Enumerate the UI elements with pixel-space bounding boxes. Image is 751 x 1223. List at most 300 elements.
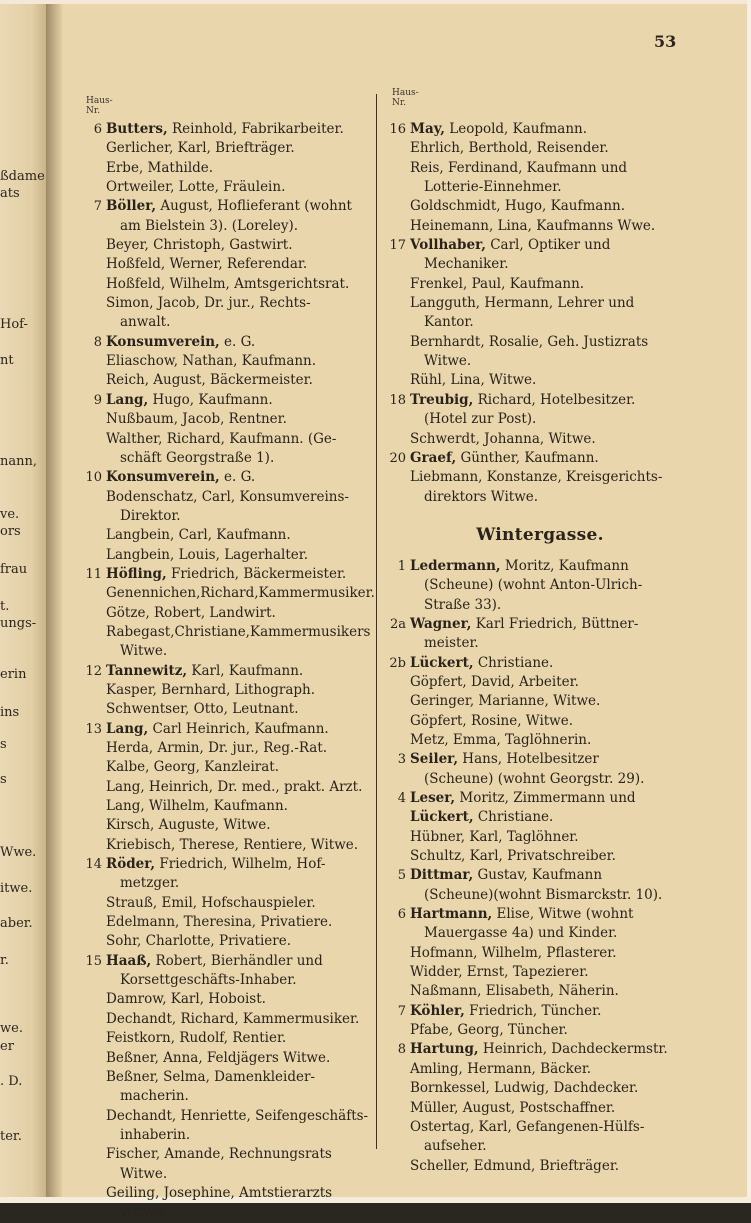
house-number: 17 [389, 238, 406, 254]
entry-lines [106, 739, 380, 758]
entry-text: Pfabe, Georg, Tüncher. [410, 1022, 568, 1039]
directory-entry [388, 828, 692, 847]
entry-text: e. G. [219, 469, 256, 486]
directory-entry [388, 159, 692, 198]
entry-lines [106, 623, 380, 662]
resident-surname: Böller, [106, 198, 157, 215]
entry-lines [106, 758, 380, 777]
entry-lines [410, 808, 692, 827]
entry-line [410, 371, 692, 390]
entry-line [410, 692, 692, 711]
entry-lines [106, 178, 380, 197]
previous-page-fragment: ßdame [0, 169, 45, 184]
house-number: 12 [85, 663, 102, 679]
entry-text: Ostertag, Karl, Gefangenen-Hülfs- [410, 1118, 645, 1135]
directory-entry [388, 866, 692, 905]
entry-line [106, 1145, 380, 1164]
entry-line [410, 1002, 692, 1021]
entry-lines [106, 720, 380, 739]
entry-lines [106, 120, 380, 139]
previous-page-fragment: s [0, 737, 7, 752]
entry-line [410, 430, 692, 449]
entry-line [106, 488, 380, 507]
entry-line [106, 197, 380, 216]
entry-line [106, 546, 380, 565]
entry-text: Moritz, Zimmermann und [455, 790, 636, 806]
entry-text: metzger. [120, 875, 180, 892]
entry-lines [410, 615, 692, 654]
directory-entry [388, 1021, 692, 1040]
entry-text: Naßmann, Elisabeth, Näherin. [410, 983, 619, 1000]
entry-text: anwalt. [120, 314, 171, 331]
previous-page-fragment: r. [0, 953, 9, 968]
entry-line [106, 816, 380, 835]
directory-entry [84, 178, 380, 197]
resident-surname: Ledermann, [410, 557, 501, 574]
resident-surname: Lang, [106, 391, 149, 408]
directory-entry [388, 449, 692, 468]
entry-text: Goldschmidt, Hugo, Kaufmann. [410, 198, 625, 215]
resident-surname: Wagner, [410, 615, 472, 632]
entry-text: Lotterie-Einnehmer. [424, 179, 562, 196]
directory-entry [388, 197, 692, 216]
entry-line [106, 720, 380, 739]
entry-lines [106, 488, 380, 527]
entry-lines [410, 159, 692, 198]
resident-surname: Butters, [106, 121, 168, 137]
directory-entry [84, 952, 380, 991]
directory-entry [84, 913, 380, 932]
entry-text: Moritz, Kaufmann [500, 557, 629, 574]
right-column [388, 120, 692, 1176]
entry-line [410, 1118, 692, 1137]
previous-page-fragment: Hof- [0, 317, 28, 332]
entry-continuation [106, 1203, 380, 1222]
entry-text: Erbe, Mathilde. [106, 159, 214, 176]
directory-entry [84, 1010, 380, 1029]
entry-text: Götze, Robert, Landwirt. [106, 604, 276, 621]
entry-line [106, 468, 380, 487]
directory-entry [84, 410, 380, 429]
entry-text: Widder, Ernst, Tapezierer. [410, 964, 589, 981]
directory-entry [388, 371, 692, 390]
entry-line [106, 391, 380, 410]
entry-continuation [410, 596, 692, 615]
directory-entry [84, 1107, 380, 1146]
resident-surname: Dittmar, [410, 867, 474, 884]
entry-text: Rabegast,Christiane,Kammermusikers [106, 623, 371, 640]
entry-line [106, 836, 380, 855]
directory-entry [84, 1029, 380, 1048]
entry-continuation [106, 874, 380, 893]
entry-lines [106, 236, 380, 255]
house-number: 7 [397, 1003, 406, 1019]
resident-surname: Röder, [106, 856, 156, 873]
entry-line [410, 449, 692, 468]
directory-entry [388, 430, 692, 449]
directory-entry [84, 352, 380, 371]
resident-surname: Konsumverein, [106, 469, 220, 486]
entry-line [410, 982, 692, 1001]
entry-lines [106, 681, 380, 700]
entry-lines [410, 557, 692, 615]
resident-surname: Lang, [106, 720, 149, 737]
directory-entry [84, 623, 380, 662]
entry-lines [106, 952, 380, 991]
entry-line [106, 623, 380, 642]
directory-entry [84, 294, 380, 333]
entry-text: Christiane. [473, 809, 554, 826]
directory-entry [388, 905, 692, 944]
entry-text: Lang, Heinrich, Dr. med., prakt. Arzt. [106, 778, 363, 795]
directory-entry [84, 565, 380, 584]
directory-entry [388, 1118, 692, 1157]
entry-text: Reis, Ferdinand, Kaufmann und [410, 159, 628, 176]
entry-text: Gustav, Kaufmann [473, 867, 603, 884]
entry-lines [106, 159, 380, 178]
entry-line [106, 778, 380, 797]
entry-text: meister. [424, 635, 479, 652]
directory-entry [388, 1099, 692, 1118]
entry-line [410, 963, 692, 982]
directory-entry [388, 944, 692, 963]
directory-entry [388, 236, 692, 275]
directory-entry [84, 120, 380, 139]
entry-text: Karl Friedrich, Büttner- [471, 615, 639, 632]
entry-lines [410, 1118, 692, 1157]
previous-page-fragment: ats [0, 186, 20, 201]
directory-entry [84, 739, 380, 758]
entry-text: August, Hoflieferant (wohnt [156, 198, 352, 215]
entry-text: Robert, Bierhändler und [151, 952, 323, 969]
entry-continuation [106, 1126, 380, 1145]
entry-line [410, 750, 692, 769]
entry-text: Dechandt, Richard, Kammermusiker. [106, 1010, 360, 1027]
entry-line [410, 557, 692, 576]
entry-line [410, 944, 692, 963]
street-heading: Wintergasse. [476, 524, 604, 545]
directory-entry [84, 139, 380, 158]
entry-continuation [106, 507, 380, 526]
entry-lines [106, 1107, 380, 1146]
entry-lines [106, 700, 380, 719]
directory-entry [388, 963, 692, 982]
entry-line [106, 159, 380, 178]
resident-surname: Höfling, [106, 565, 167, 582]
directory-entry [84, 855, 380, 894]
entry-continuation [410, 634, 692, 653]
entry-lines [106, 197, 380, 236]
entry-line [410, 333, 692, 352]
house-number: 2a [389, 616, 406, 632]
entry-line [106, 1107, 380, 1126]
entry-text: macherin. [120, 1088, 189, 1105]
entry-text: Feistkorn, Rudolf, Rentier. [106, 1030, 287, 1047]
house-number: 4 [397, 791, 406, 806]
directory-entry [84, 391, 380, 410]
entry-text: Friedrich, Wilhelm, Hof- [155, 856, 326, 873]
entry-lines [106, 932, 380, 951]
entry-text: Korsettgeschäfts-Inhaber. [120, 972, 297, 989]
entry-continuation [106, 971, 380, 990]
entry-text: aufseher. [424, 1138, 487, 1155]
directory-entry [84, 604, 380, 623]
directory-entry [388, 673, 692, 692]
entry-lines [106, 816, 380, 835]
entry-lines [410, 963, 692, 982]
directory-entry [388, 615, 692, 654]
entry-lines [410, 1079, 692, 1098]
entry-line [106, 1068, 380, 1087]
entry-lines [106, 1029, 380, 1048]
entry-text: Hans, Hotelbesitzer [458, 751, 599, 768]
directory-entry [388, 789, 692, 808]
entry-text: Gerlicher, Karl, Briefträger. [106, 140, 295, 157]
entry-text: Strauß, Emil, Hofschauspieler. [106, 894, 316, 911]
house-number: 6 [397, 907, 406, 923]
entry-text: Straße 33). [424, 596, 502, 613]
entry-text: Kantor. [424, 314, 474, 331]
column-header-left: Haus- Nr. [86, 96, 113, 116]
entry-text: Langguth, Hermann, Lehrer und [410, 295, 635, 312]
entry-lines [106, 855, 380, 894]
entry-text: Carl Heinrich, Kaufmann. [148, 720, 329, 737]
directory-entry [84, 197, 380, 236]
entry-lines [106, 430, 380, 469]
house-number: 8 [93, 334, 102, 350]
resident-surname: Hartung, [410, 1041, 479, 1058]
entry-line [106, 352, 380, 371]
entry-text: Kasper, Bernhard, Lithograph. [106, 681, 316, 698]
entry-text: Mauergasse 4a) und Kinder. [424, 925, 618, 942]
entry-text: Elise, Witwe (wohnt [492, 906, 634, 923]
entry-continuation [410, 770, 692, 789]
entry-line [106, 584, 380, 603]
entry-lines [410, 673, 692, 692]
entry-text: Reinhold, Fabrikarbeiter. [167, 121, 344, 137]
entry-text: Witwe. [120, 1204, 168, 1221]
directory-entry [388, 120, 692, 139]
entry-text: Edelmann, Theresina, Privatiere. [106, 914, 333, 931]
entry-line [106, 333, 380, 352]
entry-lines [410, 654, 692, 673]
entry-text: Ehrlich, Berthold, Reisender. [410, 140, 609, 157]
entry-lines [410, 828, 692, 847]
entry-text: Langbein, Louis, Lagerhalter. [106, 546, 309, 563]
entry-text: Rühl, Lina, Witwe. [410, 372, 537, 389]
entry-lines [410, 731, 692, 750]
directory-entry [388, 692, 692, 711]
entry-text: Mechaniker. [424, 256, 509, 273]
entry-continuation [410, 178, 692, 197]
entry-lines [410, 275, 692, 294]
entry-text: Bornkessel, Ludwig, Dachdecker. [410, 1080, 639, 1097]
entry-text: Witwe. [120, 1165, 168, 1182]
directory-entry [84, 758, 380, 777]
entry-text: Scheller, Edmund, Briefträger. [410, 1157, 620, 1174]
directory-entry [388, 654, 692, 673]
entry-lines [410, 1002, 692, 1021]
entry-lines [410, 236, 692, 275]
entry-lines [106, 468, 380, 487]
directory-entry [388, 731, 692, 750]
page-number: 53 [654, 32, 677, 51]
entry-continuation [410, 488, 692, 507]
entry-text: Reich, August, Bäckermeister. [106, 372, 313, 389]
entry-text: inhaberin. [120, 1126, 191, 1143]
entry-lines [410, 750, 692, 789]
directory-entry [388, 557, 692, 615]
scan-edge-right [747, 0, 751, 1203]
entry-line [410, 673, 692, 692]
directory-entry [388, 391, 692, 430]
entry-text: Hübner, Karl, Taglöhner. [410, 828, 579, 845]
entry-text: Eliaschow, Nathan, Kaufmann. [106, 353, 317, 370]
directory-entry [388, 712, 692, 731]
entry-line [106, 371, 380, 390]
entry-lines [106, 1184, 380, 1223]
entry-lines [410, 391, 692, 430]
resident-surname: Graef, [410, 449, 457, 466]
entry-lines [106, 797, 380, 816]
entry-text: (Hotel zur Post). [424, 411, 537, 428]
entry-continuation [106, 1165, 380, 1184]
directory-entry [388, 1040, 692, 1059]
directory-entry [388, 1060, 692, 1079]
entry-lines [106, 778, 380, 797]
entry-line [410, 197, 692, 216]
entry-text: Witwe. [120, 643, 168, 660]
entry-line [106, 797, 380, 816]
previous-page-fragment: ungs- [0, 616, 37, 631]
entry-lines [410, 1099, 692, 1118]
column-header-right: Haus- Nr. [392, 88, 419, 108]
entry-text: Langbein, Carl, Kaufmann. [106, 527, 291, 544]
entry-text: Beyer, Christoph, Gastwirt. [106, 237, 293, 254]
entry-text: Ortweiler, Lotte, Fräulein. [106, 179, 286, 196]
entry-line [410, 1040, 692, 1059]
entry-lines [106, 546, 380, 565]
entry-line [410, 905, 692, 924]
entry-text: Walther, Richard, Kaufmann. (Ge- [106, 430, 337, 447]
house-number: 10 [85, 470, 102, 486]
entry-lines [106, 662, 380, 681]
entry-line [410, 712, 692, 731]
entry-line [106, 565, 380, 584]
entry-line [410, 139, 692, 158]
entry-lines [410, 1157, 692, 1176]
directory-entry [388, 750, 692, 789]
entry-line [410, 789, 692, 808]
directory-entry [84, 1184, 380, 1223]
entry-text: Schwentser, Otto, Leutnant. [106, 701, 299, 718]
entry-text: Damrow, Karl, Hoboist. [106, 991, 266, 1008]
entry-text: Friedrich, Tüncher. [464, 1002, 602, 1019]
entry-lines [410, 905, 692, 944]
entry-line [106, 1010, 380, 1029]
previous-page-fragment: Wwe. [0, 845, 37, 860]
resident-surname: May, [410, 121, 445, 137]
entry-lines [106, 1049, 380, 1068]
entry-text: Göpfert, David, Arbeiter. [410, 673, 579, 690]
entry-lines [106, 294, 380, 333]
previous-page-fragment: er [0, 1039, 14, 1054]
house-number: 20 [389, 450, 406, 466]
house-number: 13 [85, 721, 102, 737]
entry-text: Genennichen,Richard,Kammermusiker. [106, 585, 375, 602]
directory-entry [84, 275, 380, 294]
entry-text: Carl, Optiker und [485, 237, 611, 254]
entry-lines [410, 430, 692, 449]
entry-lines [410, 217, 692, 236]
entry-line [106, 526, 380, 545]
entry-line [106, 294, 380, 313]
entry-text: (Scheune) (wohnt Anton-Ulrich- [424, 577, 643, 594]
previous-page-fragment: itwe. [0, 881, 33, 896]
directory-entry [84, 333, 380, 352]
directory-entry [84, 836, 380, 855]
directory-entry [84, 681, 380, 700]
entry-text: Karl, Kaufmann. [187, 662, 304, 679]
entry-line [410, 294, 692, 313]
entry-text: e. G. [219, 333, 256, 350]
resident-surname: Haaß, [106, 952, 152, 969]
entry-line [106, 255, 380, 274]
entry-continuation [410, 255, 692, 274]
directory-entry [388, 275, 692, 294]
entry-line [410, 468, 692, 487]
entry-text: Hugo, Kaufmann. [148, 391, 273, 408]
previous-page-fragment: aber. [0, 916, 33, 931]
entry-text: Herda, Armin, Dr. jur., Reg.-Rat. [106, 740, 328, 756]
directory-entry [388, 294, 692, 333]
entry-text: Kirsch, Auguste, Witwe. [106, 817, 271, 834]
scan-edge-top [0, 0, 751, 4]
entry-continuation [410, 576, 692, 595]
entry-lines [410, 1040, 692, 1059]
house-number: 3 [397, 752, 406, 768]
entry-lines [106, 333, 380, 352]
house-number: 9 [93, 392, 102, 408]
entry-lines [410, 692, 692, 711]
directory-entry [84, 797, 380, 816]
entry-text: Richard, Hotelbesitzer. [473, 391, 636, 408]
resident-surname: Vollhaber, [410, 237, 486, 254]
house-number: 16 [389, 122, 406, 137]
directory-entry [388, 139, 692, 158]
entry-text: Bernhardt, Rosalie, Geh. Justizrats [410, 333, 649, 350]
entry-line [106, 662, 380, 681]
directory-entry [84, 778, 380, 797]
entry-lines [106, 565, 380, 584]
entry-line [106, 120, 380, 139]
previous-page-fragment: . D. [0, 1074, 23, 1089]
entry-text: (Scheune)(wohnt Bismarckstr. 10). [424, 886, 663, 903]
entry-line [410, 654, 692, 673]
entry-lines [410, 333, 692, 372]
previous-page-fragment: frau [0, 562, 28, 577]
resident-surname: Tannewitz, [106, 662, 188, 679]
entry-text: Simon, Jacob, Dr. jur., Rechts- [106, 295, 311, 312]
entry-lines [410, 847, 692, 866]
entry-line [410, 1021, 692, 1040]
entry-lines [106, 894, 380, 913]
house-number: 5 [397, 868, 406, 884]
directory-entry [84, 546, 380, 565]
directory-entry [388, 1157, 692, 1176]
house-number: 7 [93, 199, 102, 215]
entry-text: Amling, Hermann, Bäcker. [410, 1060, 592, 1077]
